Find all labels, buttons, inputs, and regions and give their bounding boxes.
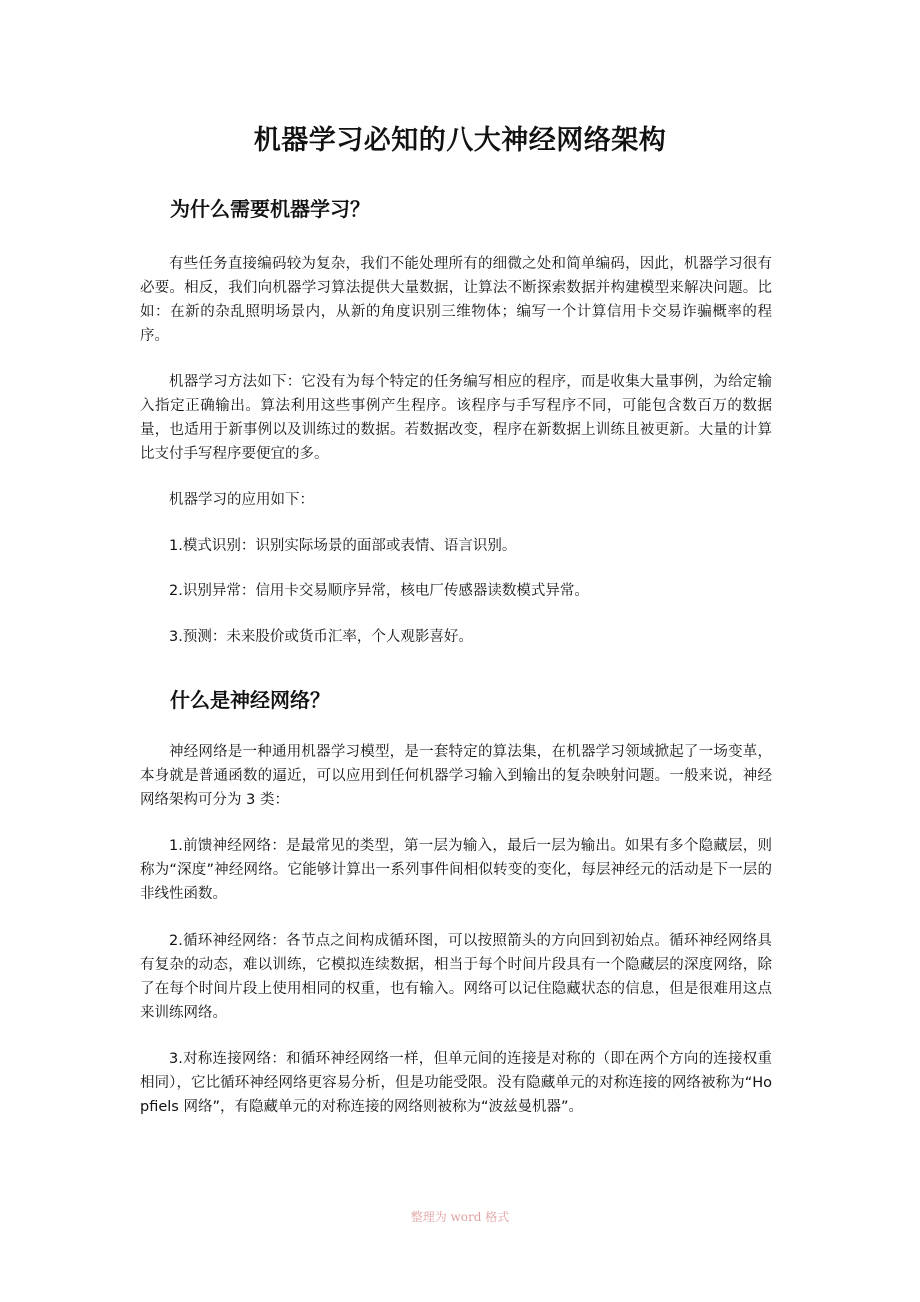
- document-title: 机器学习必知的八大神经网络架构: [253, 125, 667, 156]
- list-item-recurrent: 2.循环神经网络：各节点之间构成循环图，可以按照箭头的方向回到初始点。循环神经网络具有复杂的动态，难以训练，它模拟连续数据，相当于每个时间片段具有一个隐藏层的深度网络，除了在每个时间片段上使用相同的权重，也有输入。网络可以记住隐藏状态的信息，但是很难用这点来训练网络。: [140, 933, 772, 1021]
- footer-note: 整理为 word 格式: [410, 1210, 510, 1224]
- paragraph-ml-method: 机器学习方法如下：它没有为每个特定的任务编写相应的程序，而是收集大量事例，为给定输入指定正确输出。算法利用这些事例产生程序。该程序与手写程序不同，可能包含数百万的数据量，也适用于新事例以及训练过的数据。若数据改变，程序在新数据上训练且被更新。大量的计算比支付手写程序要便宜的多。: [140, 374, 772, 462]
- paragraph-ml-intro: 有些任务直接编码较为复杂，我们不能处理所有的细微之处和简单编码，因此，机器学习很有必要。相反，我们向机器学习算法提供大量数据，让算法不断探索数据并构建模型来解决问题。比如：在新的杂乱照明场景内，从新的角度识别三维物体；编写一个计算信用卡交易诈骗概率的程序。: [140, 256, 772, 344]
- list-item-symmetric: 3.对称连接网络：和循环神经网络一样，但单元间的连接是对称的（即在两个方向的连接权重相同），它比循环神经网络更容易分析，但是功能受限。没有隐藏单元的对称连接的网络被称为“Hopfiels 网络”，有隐藏单元的对称连接的网络则被称为“波兹曼机器”。: [140, 1051, 772, 1115]
- list-item-anomaly-detection: 2.识别异常：信用卡交易顺序异常，核电厂传感器读数模式异常。: [169, 583, 589, 599]
- list-item-prediction: 3.预测：未来股价或货币汇率，个人观影喜好。: [169, 629, 473, 645]
- list-item-pattern-recognition: 1.模式识别：识别实际场景的面部或表情、语言识别。: [169, 538, 517, 554]
- paragraph-nn-intro: 神经网络是一种通用机器学习模型，是一套特定的算法集，在机器学习领域掀起了一场变革，本身就是普通函数的逼近，可以应用到任何机器学习输入到输出的复杂映射问题。一般来说，神经网络架构可分为 3 类：: [140, 744, 772, 808]
- section-heading-why-ml: 为什么需要机器学习？: [170, 197, 370, 221]
- paragraph-ml-applications: 机器学习的应用如下：: [169, 492, 314, 508]
- list-item-feedforward: 1.前馈神经网络：是最常见的类型，第一层为输入，最后一层为输出。如果有多个隐藏层，则称为“深度”神经网络。它能够计算出一系列事件间相似转变的变化，每层神经元的活动是下一层的非线性函数。: [140, 838, 772, 902]
- section-heading-what-nn: 什么是神经网络？: [170, 688, 330, 712]
